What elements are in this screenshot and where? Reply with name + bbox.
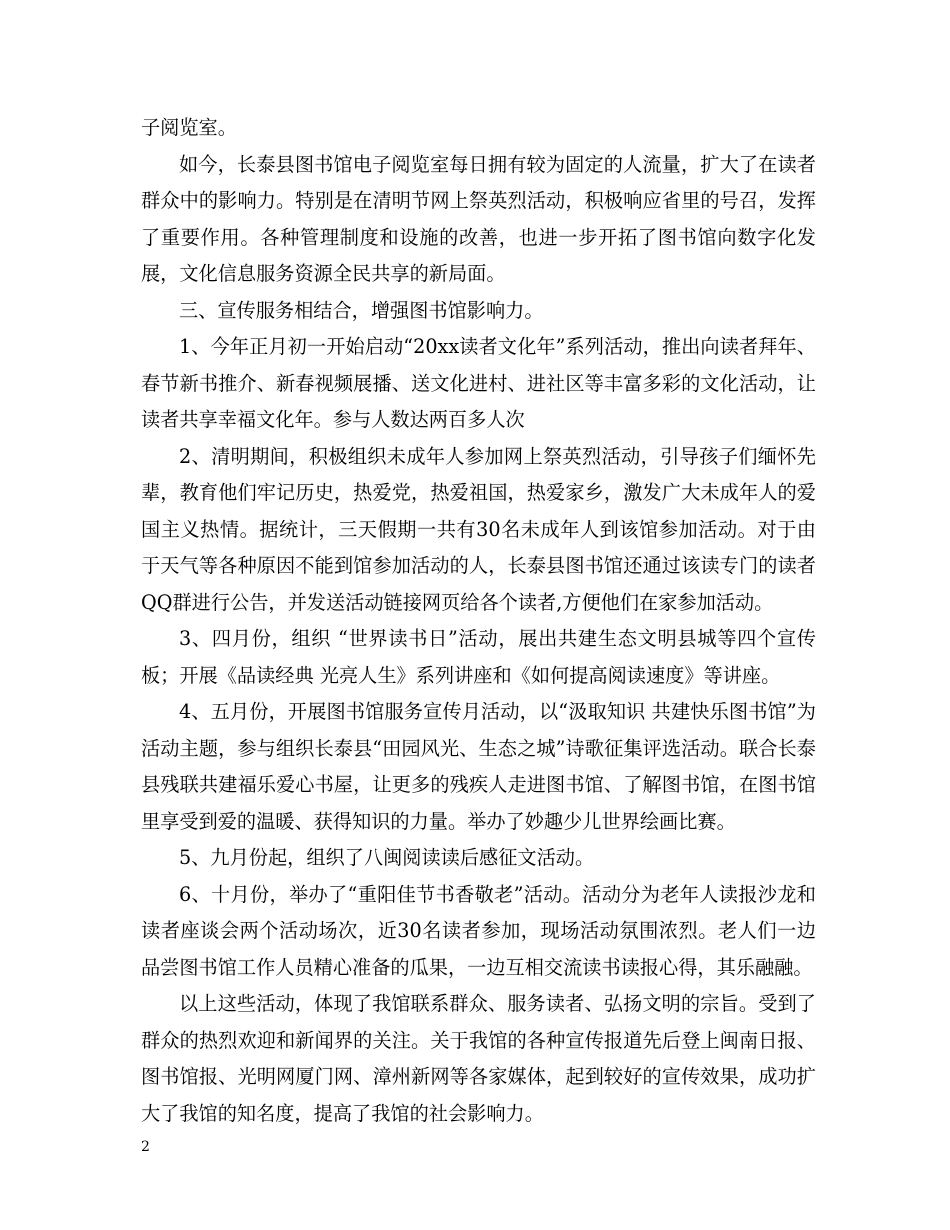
list-item: 6、十月份，举办了“重阳佳节书香敬老”活动。活动分为老年人读报沙龙和读者座谈会两个活动场次，近30名读者参加，现场活动氛围浓烈。老人们一边品尝图书馆工作人员精心准备的瓜果，一边互相交流读书读报心得，其乐融融。: [141, 882, 816, 979]
list-item: 1、今年正月初一开始启动“20xx读者文化年”系列活动，推出向读者拜年、春节新书推介、新春视频展播、送文化进村、进社区等丰富多彩的文化活动，让读者共享幸福文化年。参与人数达两百多人次: [141, 335, 816, 431]
section-heading: 三、宣传服务相结合，增强图书馆影响力。: [179, 298, 544, 322]
list-item: 2、清明期间，积极组织未成年人参加网上祭英烈活动，引导孩子们缅怀先辈，教育他们牢记历史，热爱党，热爱祖国，热爱家乡，激发广大未成年人的爱国主义热情。据统计，三天假期一共有30名未成年人到该馆参加活动。对于由于天气等各种原因不能到馆参加活动的人，长泰县图书馆还通过该读专门的读者QQ群进行公告，并发送活动链接网页给各个读者,方便他们在家参加活动。: [141, 444, 816, 614]
list-item: 4、五月份，开展图书馆服务宣传月活动，以“汲取知识 共建快乐图书馆”为活动主题，参与组织长泰县“田园风光、生态之城”诗歌征集评选活动。联合长泰县残联共建福乐爱心书屋，让更多的残疾人走进图书馆、了解图书馆，在图书馆里享受到爱的温暖、获得知识的力量。举办了妙趣少儿世界绘画比赛。: [141, 700, 816, 833]
paragraph: 子阅览室。: [141, 116, 237, 139]
list-item: 5、九月份起，组织了八闽阅读读后感征文活动。: [179, 846, 595, 869]
paragraph: 如今，长泰县图书馆电子阅览室每日拥有较为固定的人流量，扩大了在读者群众中的影响力。特别是在清明节网上祭英烈活动，积极响应省里的号召，发挥了重要作用。各种管理制度和设施的改善，也进一步开拓了图书馆向数字化发展，文化信息服务资源全民共享的新局面。: [141, 152, 816, 285]
list-item: 3、四月份，组织 “世界读书日”活动，展出共建生态文明县城等四个宣传板；开展《品读经典 光亮人生》系列讲座和《如何提高阅读速度》等讲座。: [141, 627, 816, 687]
page-number: 2: [141, 1139, 150, 1155]
document-body: [141, 110, 816, 1132]
paragraph: 以上这些活动，体现了我馆联系群众、服务读者、弘扬文明的宗旨。受到了群众的热烈欢迎和新闻界的关注。关于我馆的各种宣传报道先后登上闽南日报、图书馆报、光明网厦门网、漳州新网等各家媒体，起到较好的宣传效果，成功扩大了我馆的知名度，提高了我馆的社会影响力。: [141, 992, 816, 1125]
